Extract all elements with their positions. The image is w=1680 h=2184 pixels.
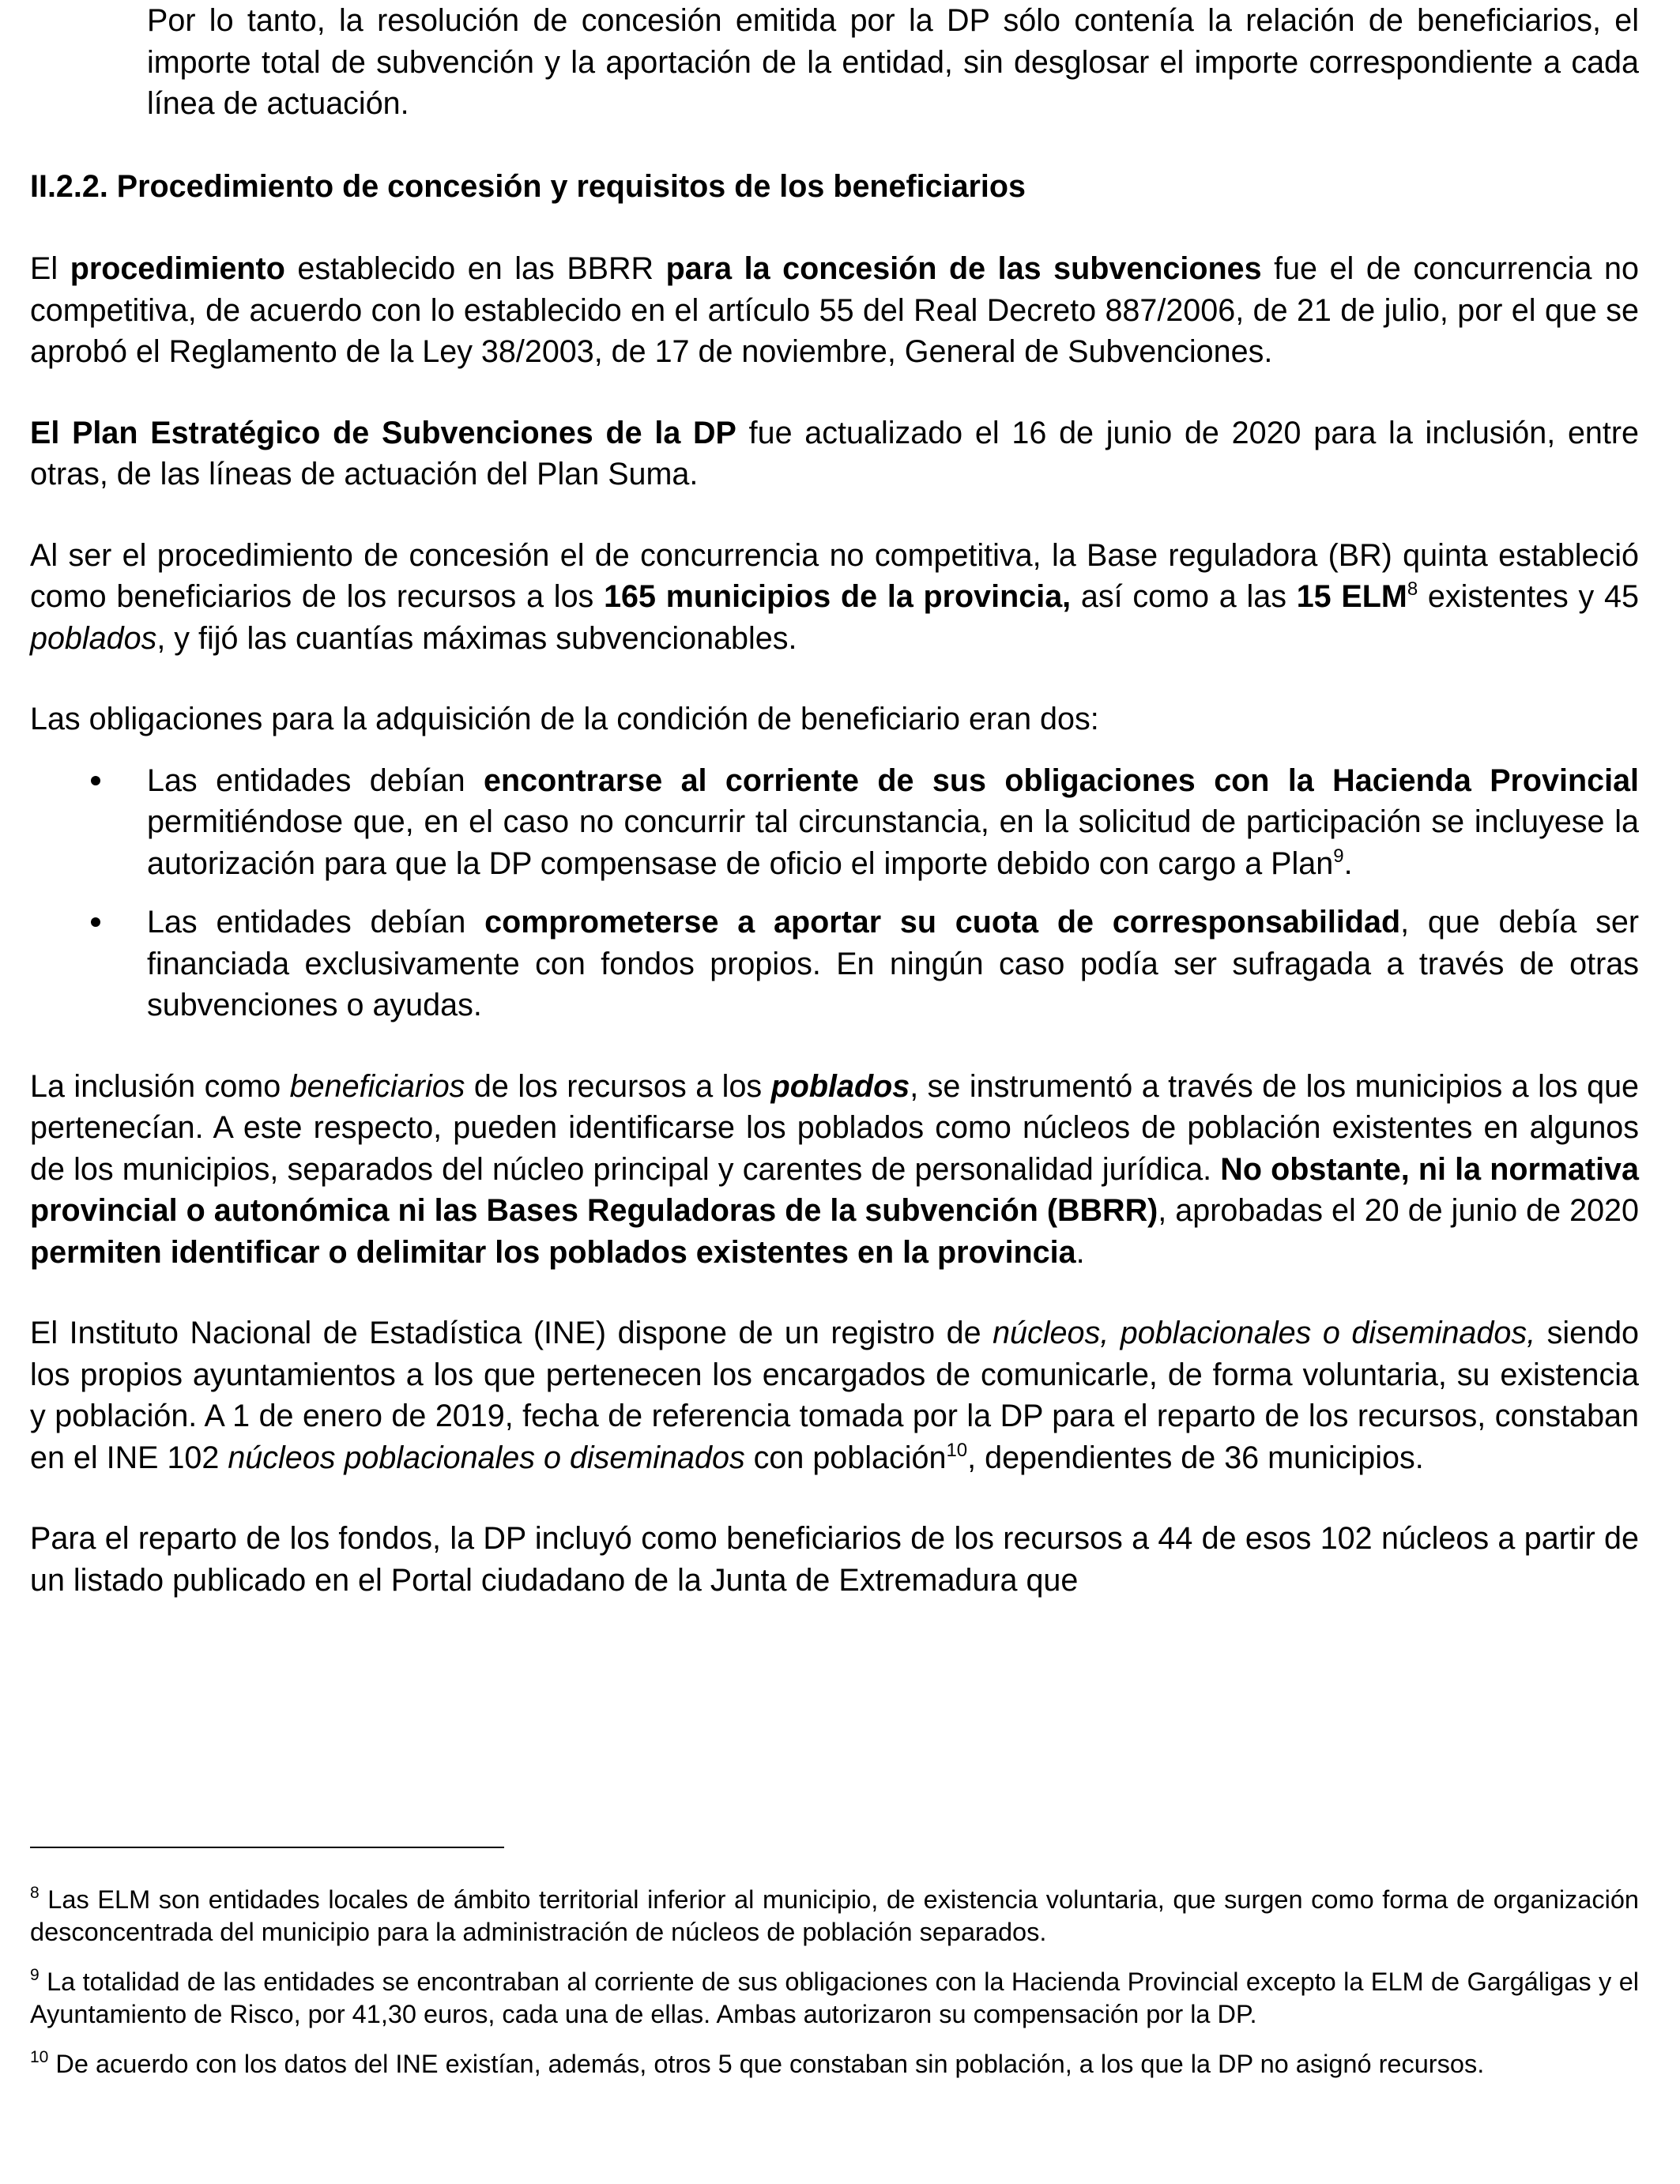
- paragraph-beneficiarios: Al ser el procedimiento de concesión el de concurrencia no competitiva, la Base reguladora (BR) quinta estableció como beneficiarios de los recursos a los 165 municipios de la provincia, así como a las 15 ELM$^8$ existentes y 45 poblados, y fijó las cuantías máximas subvencionables.: [30, 537, 1639, 656]
- list-item: [30, 760, 1639, 885]
- paragraph-poblados: La inclusión como beneficiarios de los recursos a los poblados, se instrumentó a través de los municipios a los que pertenecían. A este respecto, pueden identificarse los poblados como núcleos de población existentes en algunos de los municipios, separados del núcleo principal y carentes de personalidad jurídica. No obstante, ni la normativa provincial o autonómica ni las Bases Reguladoras de la subvención (BBRR), aprobadas el 20 de junio de 2020 permiten identificar o delimitar los poblados existentes en la provincia.: [30, 1068, 1640, 1270]
- footnotes: [30, 1884, 1639, 2080]
- list-item: [30, 902, 1639, 1026]
- paragraph-reparto: Para el reparto de los fondos, la DP incluyó como beneficiarios de los recursos a 44 de esos 102 núcleos a partir de un listado publicado en el Portal ciudadano de la Junta de Extremadura que: [30, 1521, 1639, 1598]
- paragraph-obligaciones: Las obligaciones para la adquisición de la condición de beneficiario eran dos:: [30, 702, 1099, 736]
- footnote-separator: [30, 1847, 504, 1848]
- footnote-9: $^9$ La totalidad de las entidades se encontraban al corriente de sus obligaciones con la Hacienda Provincial excepto la ELM de Gargáligas y el Ayuntamiento de Risco, por 41,30 euros, cada una de ellas. Ambas autorizaron su compensación por la DP.: [30, 1966, 1639, 2028]
- intro-paragraph: Por lo tanto, la resolución de concesión emitida por la DP sólo contenía la relación de beneficiarios, el importe total de subvención y la aportación de la entidad, sin desglosar el importe correspondiente a cada línea de actuación.: [147, 3, 1639, 121]
- footnote-10: $^{10}$ De acuerdo con los datos del INE existían, además, otros 5 que constaban sin población, a los que la DP no asignó recursos.: [30, 2048, 1485, 2078]
- bullet-icon: [30, 760, 147, 801]
- paragraph-ine: El Instituto Nacional de Estadística (INE) dispone de un registro de núcleos, poblacionales o diseminados, siendo los propios ayuntamientos a los que pertenecen los encargados de comunicarle, de forma voluntaria, su existencia y población. A 1 de enero de 2019, fecha de referencia tomada por la DP para el reparto de los recursos, constaban en el INE 102 núcleos poblacionales o diseminados con población$^{10}$, dependientes de 36 municipios.: [30, 1316, 1640, 1475]
- paragraph-procedimiento: El procedimiento establecido en las BBRR para la concesión de las subvenciones fue el de concurrencia no competitiva, de acuerdo con lo establecido en el artículo 55 del Real Decreto 887/2006, de 21 de julio, por el que se aprobó el Reglamento de la Ley 38/2003, de 17 de noviembre, General de Subvenciones.: [30, 251, 1639, 369]
- list-item-text: Las entidades debían comprometerse a aportar su cuota de corresponsabilidad, que debía ser financiada exclusivamente con fondos propios. En ningún caso podía ser sufragada a través de otras subvenciones o ayudas.: [147, 905, 1640, 1022]
- footnote-ref-10[interactable]: 10: [946, 1439, 968, 1461]
- bullet-icon: [30, 902, 147, 943]
- paragraph-plan-estrategico: El Plan Estratégico de Subvenciones de la DP fue actualizado el 16 de junio de 2020 para la inclusión, entre otras, de las líneas de actuación del Plan Suma.: [30, 415, 1639, 491]
- document-page: [30, 0, 1639, 1601]
- footnote-8: $^8$ Las ELM son entidades locales de ámbito territorial inferior al municipio, de existencia voluntaria, que surgen como forma de organización desconcentrada del municipio para la administración de núcleos de población separados.: [30, 1884, 1639, 1946]
- footnote-ref-8[interactable]: 8: [1407, 578, 1418, 600]
- section-heading: II.2.2. Procedimiento de concesión y requisitos de los beneficiarios: [30, 168, 1026, 204]
- footnote-ref-9[interactable]: 9: [1333, 845, 1344, 867]
- list-item-text: Las entidades debían encontrarse al corriente de sus obligaciones con la Hacienda Provincial permitiéndose que, en el caso no concurrir tal circunstancia, en la solicitud de participación se incluyese la autorización para que la DP compensase de oficio el importe debido con cargo a Plan$^9$.: [147, 763, 1640, 881]
